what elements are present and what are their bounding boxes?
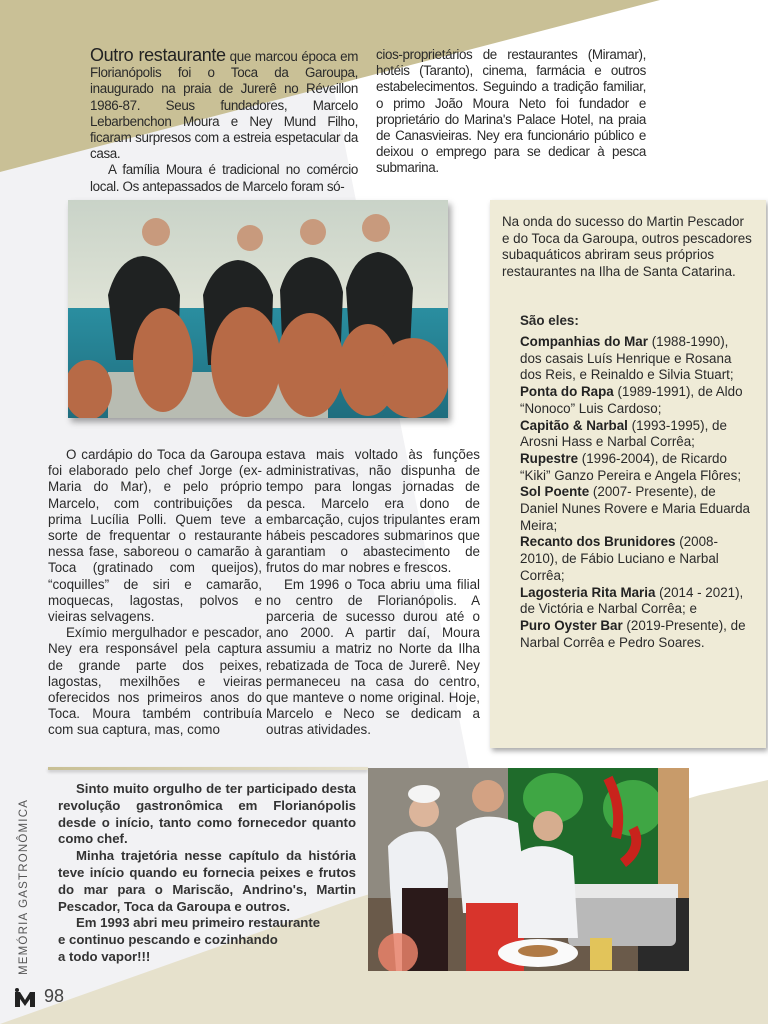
- photo-chefs-kitchen: [368, 768, 689, 971]
- quote-line: e continuo pescando e cozinhando: [58, 932, 278, 948]
- sidebar-intro: Na onda do sucesso do Martin Pescador e do Toca da Garoupa, outros pescadores subaquáticos abriram seus próprios restaurantes na Ilha de Santa Catarina.: [502, 214, 752, 279]
- list-item: [520, 534, 752, 584]
- magazine-logo-icon: [14, 988, 36, 1008]
- page-number: 98: [44, 986, 65, 1006]
- restaurant-detail: (2014 - 2021), de Victória e Narbal Corrêa; e: [520, 584, 744, 617]
- article-column-3: [48, 447, 262, 739]
- quote-line: a todo vapor!!!: [58, 948, 151, 964]
- list-item: [520, 334, 752, 384]
- article-column-2: [376, 47, 646, 177]
- sidebar-box-restaurants: [490, 200, 766, 748]
- list-item: [520, 418, 752, 451]
- restaurant-name: Puro Oyster Bar: [520, 617, 623, 633]
- quote-line: Em 1993 abri meu primeiro restaurante: [76, 915, 321, 931]
- article-paragraph: Exímio mergulhador e pescador, Ney era responsável pela captura de grande parte dos peixes, lagostas, mexilhões e vieiras oferecidos nos primeiros anos do Toca. Moura também contribuía com sua captura, mas, como: [48, 625, 262, 738]
- restaurant-name: Companhias do Mar: [520, 334, 648, 349]
- article-paragraph: [90, 47, 358, 162]
- divers-photo-illustration: [68, 200, 448, 418]
- list-item: [520, 484, 752, 534]
- restaurant-detail: (2007- Presente), de Daniel Nunes Rovere e Maria Eduarda Meira;: [520, 484, 750, 533]
- quote-divider: [48, 767, 368, 770]
- restaurant-detail: (2019-Presente), de Narbal Corrêa e Pedro Soares.: [520, 617, 746, 650]
- paragraph-text: que marcou época em Florianópolis foi o Toca da Garoupa, inaugurado na praia de Jurerê no Réveillon 1986-87. Seus fundadores, Marcelo Lebarbenchon Moura e Ney Mund Filho, ficaram surpresos com a estreia espetacular da casa.: [90, 49, 359, 162]
- quote-paragraph: Minha trajetória nesse capítulo da história teve início quando eu fornecia peixes e frutos do mar para o Mariscão, Andrino's, Martin Pescador, Toca da Garoupa e outros.: [58, 848, 356, 914]
- restaurant-name: Recanto dos Brunidores: [520, 534, 676, 550]
- bg-sand-shape-right: [680, 815, 768, 1024]
- restaurant-name: Capitão & Narbal: [520, 417, 628, 433]
- restaurant-detail: (1988-1990), dos casais Luís Henrique e Rosana dos Reis, e Reinaldo e Silvia Stuart;: [520, 334, 734, 383]
- restaurant-detail: (2008-2010), de Fábio Luciano e Narbal Corrêa;: [520, 534, 719, 583]
- chefs-photo-illustration: [368, 768, 689, 971]
- article-column-4: [266, 447, 480, 739]
- quote-paragraph: Sinto muito orgulho de ter participado desta revolução gastronômica em Florianópolis desde o início, tanto como fornecedor quanto como chef.: [58, 781, 356, 847]
- restaurant-name: Lagosteria Rita Maria: [520, 584, 656, 600]
- restaurant-detail: (1989-1991), de Aldo “Nonoco” Luis Cardoso;: [520, 384, 743, 416]
- list-item: [520, 384, 752, 417]
- restaurant-list: [520, 334, 752, 651]
- section-label: MEMÓRIA GASTRONÔMICA: [18, 798, 30, 975]
- article-column-1: [90, 47, 358, 195]
- lead-word: Outro restaurante: [90, 45, 226, 65]
- article-paragraph: Em 1996 o Toca abriu uma filial no centro de Florianópolis. A parceria de sucesso durou até o ano 2000. A partir daí, Moura assumiu a matriz no Norte da Ilha rebatizada de Toca de Jurerê. Ney permaneceu na casa do centro, que manteve o nome original. Hoje, Marcelo e Neco se dedicam a outras atividades.: [266, 576, 480, 738]
- restaurant-detail: (1993-1995), de Arosni Hass e Narbal Corrêa;: [520, 417, 727, 450]
- article-paragraph: O cardápio do Toca da Garoupa foi elaborado pelo chef Jorge (ex-Maria do Mar), e pelo próprio Marcelo, com contribuições da prima Lucília Polli. Quem teve a sorte de frequentar o restaurante nessa fase, saboreou o camarão à Toca (gratinado com queijos), “coquilles” de siri e camarão, moquecas, lagostas, polvos e vieiras selvagens.: [48, 447, 262, 625]
- photo-divers-with-groupers: [68, 200, 448, 418]
- article-paragraph: cios-proprietários de restaurantes (Miramar), hotéis (Taranto), cinema, farmácia e outros estabelecimentos. Seguindo a tradição familiar, o primo João Moura Neto foi fundador e proprietário do Marina's Palace Hotel, na praia de Canasvieiras. Ney era funcionário público e deixou o emprego para se dedicar à pesca submarina.: [376, 47, 646, 176]
- list-item: [520, 451, 752, 484]
- pull-quote: [58, 781, 356, 966]
- list-item: [520, 585, 752, 618]
- sidebar-heading: São eles:: [520, 313, 579, 328]
- article-paragraph: A família Moura é tradicional no comércio local. Os antepassados de Marcelo foram só-: [90, 162, 358, 194]
- list-item: [520, 618, 752, 651]
- restaurant-name: Sol Poente: [520, 484, 590, 500]
- restaurant-name: Rupestre: [520, 450, 579, 466]
- article-paragraph: estava mais voltado às funções administrativas, não dispunha de tempo para longas jornadas de pesca. Marcelo era dono de embarcação, cujos tripulantes eram hábeis pescadores submarinos que garantiam o abastecimento de frutos do mar nobres e frescos.: [266, 447, 480, 576]
- restaurant-name: Ponta do Rapa: [520, 384, 614, 400]
- restaurant-detail: (1996-2004), de Ricardo “Kiki” Ganzo Pereira e Angela Flôres;: [520, 450, 742, 483]
